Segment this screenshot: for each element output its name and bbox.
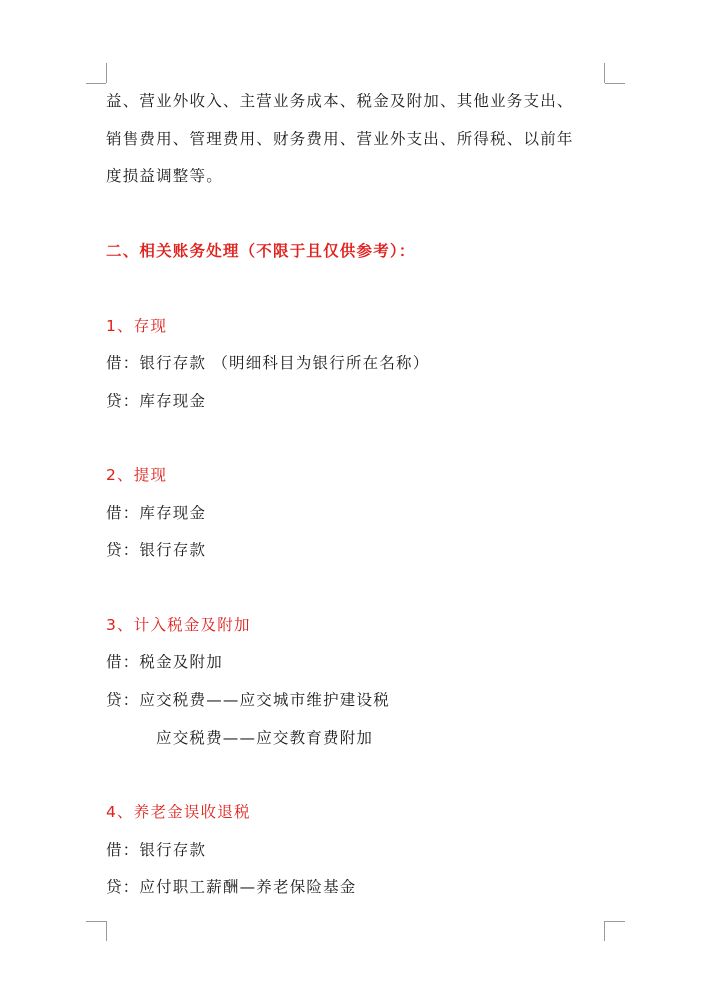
item-3-credit-line: 贷：应交税费——应交城市维护建设税 xyxy=(106,691,390,709)
intro-line-3: 度损益调整等。 xyxy=(106,167,223,185)
item-2-debit-line: 借：库存现金 xyxy=(106,504,207,522)
item-title-pension-refund: 4、养老金误收退税 xyxy=(106,803,251,821)
crop-mark-bottom-right-vertical xyxy=(604,921,605,941)
intro-line-2: 销售费用、管理费用、财务费用、营业外支出、所得税、以前年 xyxy=(106,130,574,148)
item-1-debit-line: 借：银行存款 （明细科目为银行所在名称） xyxy=(106,354,430,372)
item-title-withdraw-cash: 2、提现 xyxy=(106,466,168,484)
intro-line-1: 益、营业外收入、主营业务成本、税金及附加、其他业务支出、 xyxy=(106,92,574,110)
crop-mark-bottom-left-horizontal xyxy=(86,921,106,922)
item-3-debit-line: 借：税金及附加 xyxy=(106,653,223,671)
crop-mark-bottom-right-horizontal xyxy=(605,921,625,922)
crop-mark-bottom-left-vertical xyxy=(106,921,107,941)
item-2-credit-line: 贷：银行存款 xyxy=(106,541,207,559)
crop-mark-top-left-vertical xyxy=(106,63,107,83)
crop-mark-top-right-vertical xyxy=(604,63,605,83)
section-heading: 二、相关账务处理（不限于且仅供参考）： xyxy=(106,242,416,260)
crop-mark-top-left-horizontal xyxy=(86,83,106,84)
item-1-credit-line: 贷：库存现金 xyxy=(106,392,207,410)
item-title-deposit-cash: 1、存现 xyxy=(106,317,168,335)
crop-mark-top-right-horizontal xyxy=(605,83,625,84)
item-4-credit-line: 贷：应付职工薪酬—养老保险基金 xyxy=(106,878,357,896)
item-3-credit-line-2: 应交税费——应交教育费附加 xyxy=(156,729,374,747)
item-4-debit-line: 借：银行存款 xyxy=(106,841,207,859)
item-title-taxes-surcharges: 3、计入税金及附加 xyxy=(106,616,251,634)
